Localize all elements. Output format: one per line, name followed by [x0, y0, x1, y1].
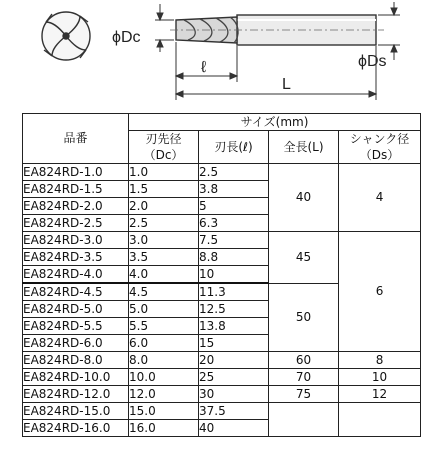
- header-row-1: [23, 114, 421, 131]
- end-view-icon: [42, 12, 90, 60]
- overall-length-cell-empty: [269, 403, 339, 437]
- part-number-cell: EA824RD-6.0: [23, 335, 129, 352]
- dc-cell: 10.0: [129, 369, 199, 386]
- part-number-cell: EA824RD-4.0: [23, 266, 129, 284]
- dc-cell: 1.0: [129, 164, 199, 181]
- flute-cell: 11.3: [199, 283, 269, 301]
- dc-cell: 4.0: [129, 266, 199, 284]
- dc-cell: 15.0: [129, 403, 199, 420]
- overall-length-cell: 50: [269, 283, 339, 352]
- flute-cell: 40: [199, 420, 269, 437]
- dc-cell: 1.5: [129, 181, 199, 198]
- overall-length-header: 全長(L): [269, 131, 339, 164]
- flute-length-header: 刃長(ℓ): [199, 131, 269, 164]
- flute-cell: 13.8: [199, 318, 269, 335]
- dc-header: 刃先径 （Dc）: [129, 131, 199, 164]
- flute-cell: 12.5: [199, 301, 269, 318]
- dc-cell: 8.0: [129, 352, 199, 369]
- shank-cell: 6: [339, 232, 421, 352]
- flute-cell: 6.3: [199, 215, 269, 232]
- flute-cell: 5: [199, 198, 269, 215]
- dc-label: ϕDc: [112, 29, 141, 46]
- part-number-cell: EA824RD-15.0: [23, 403, 129, 420]
- part-number-cell: EA824RD-16.0: [23, 420, 129, 437]
- overall-length-label: L: [282, 76, 291, 93]
- part-number-cell: EA824RD-2.0: [23, 198, 129, 215]
- spec-table: [22, 113, 421, 437]
- flute-cell: 2.5: [199, 164, 269, 181]
- overall-length-cell: 60: [269, 352, 339, 369]
- flute-cell: 37.5: [199, 403, 269, 420]
- shank-cell: 8: [339, 352, 421, 369]
- side-view-icon: [170, 15, 384, 45]
- shank-cell-empty: [339, 403, 421, 437]
- shank-cell: 4: [339, 164, 421, 232]
- end-mill-drawing: [0, 0, 440, 110]
- table-row: [23, 352, 421, 369]
- dc-cell: 5.0: [129, 301, 199, 318]
- part-number-cell: EA824RD-10.0: [23, 369, 129, 386]
- table-row: [23, 164, 421, 181]
- table-row: [23, 232, 421, 249]
- dc-cell: 2.0: [129, 198, 199, 215]
- flute-cell: 10: [199, 266, 269, 284]
- flute-cell: 30: [199, 386, 269, 403]
- shank-cell: 12: [339, 386, 421, 403]
- part-number-cell: EA824RD-4.5: [23, 283, 129, 301]
- dc-dimension: [155, 4, 174, 52]
- part-number-cell: EA824RD-5.0: [23, 301, 129, 318]
- flute-cell: 3.8: [199, 181, 269, 198]
- flute-length-label: ℓ: [201, 59, 207, 76]
- part-number-header: 品番: [23, 114, 129, 164]
- flute-cell: 15: [199, 335, 269, 352]
- flute-cell: 25: [199, 369, 269, 386]
- flute-cell: 8.8: [199, 249, 269, 266]
- flute-length-dimension: [176, 42, 237, 100]
- part-number-cell: EA824RD-3.5: [23, 249, 129, 266]
- flute-cell: 20: [199, 352, 269, 369]
- part-number-cell: EA824RD-3.0: [23, 232, 129, 249]
- overall-length-cell: 45: [269, 232, 339, 284]
- shank-header: シャンク径 （Ds）: [339, 131, 421, 164]
- dc-cell: 16.0: [129, 420, 199, 437]
- overall-length-cell: 70: [269, 369, 339, 386]
- dc-cell: 3.0: [129, 232, 199, 249]
- part-number-cell: EA824RD-5.5: [23, 318, 129, 335]
- overall-length-cell: 75: [269, 386, 339, 403]
- part-number-cell: EA824RD-2.5: [23, 215, 129, 232]
- overall-length-cell: 40: [269, 164, 339, 232]
- table-row: [23, 386, 421, 403]
- part-number-cell: EA824RD-12.0: [23, 386, 129, 403]
- dc-cell: 12.0: [129, 386, 199, 403]
- dc-cell: 3.5: [129, 249, 199, 266]
- part-number-cell: EA824RD-1.0: [23, 164, 129, 181]
- dc-cell: 6.0: [129, 335, 199, 352]
- table-row: [23, 369, 421, 386]
- dc-cell: 5.5: [129, 318, 199, 335]
- shank-cell: 10: [339, 369, 421, 386]
- part-number-cell: EA824RD-1.5: [23, 181, 129, 198]
- flute-cell: 7.5: [199, 232, 269, 249]
- dc-cell: 2.5: [129, 215, 199, 232]
- dc-cell: 4.5: [129, 283, 199, 301]
- size-header: サイズ(mm): [129, 114, 421, 131]
- table-row: [23, 403, 421, 420]
- part-number-cell: EA824RD-8.0: [23, 352, 129, 369]
- ds-dimension: [378, 2, 400, 60]
- ds-label: ϕDs: [358, 53, 387, 70]
